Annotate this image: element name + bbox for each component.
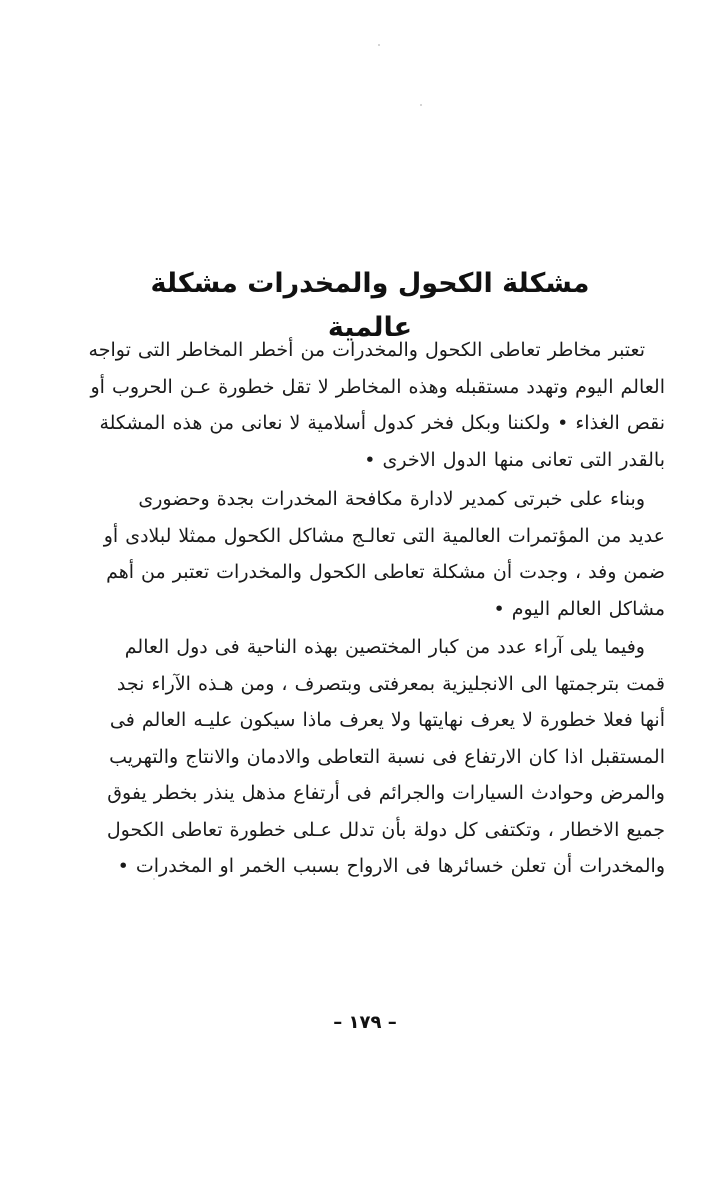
scan-speck [153, 878, 155, 880]
paragraph-2 [103, 481, 665, 627]
page-title: مشكلة الكحول والمخدرات مشكلة عالمية [150, 268, 590, 343]
paragraph-3 [106, 629, 665, 885]
scan-speck [378, 44, 380, 46]
text-line: عديد من المؤتمرات العالمية التى تعالـج مشاكل الكحول ممثلا لبلادى أو [103, 524, 665, 547]
text-line: ضمن وفد ، وجدت أن مشكلة تعاطى الكحول والمخدرات تعتبر من أهم [106, 561, 665, 583]
text-line: وبناء على خبرتى كمدير لادارة مكافحة المخدرات بجدة وحضورى [138, 488, 645, 510]
text-line: وفيما يلى آراء عدد من كبار المختصين بهذه الناحية فى دول العالم [124, 636, 645, 658]
text-line: أنها فعلا خطورة لا يعرف نهايتها ولا يعرف ماذا سيكون عليـه العالم فى [109, 709, 665, 731]
page-number: – ١٧٩ – [333, 1012, 397, 1033]
text-line: نقص الغذاء • ولكننا وبكل فخر كدول أسلامية لا نعانى من هذه المشكلة [99, 412, 665, 434]
text-line: والمرض وحوادث السيارات والجرائم فى أرتفاع مذهل ينذر بخطر يفوق [107, 782, 665, 804]
text-line: مشاكل العالم اليوم • [493, 597, 665, 620]
text-line: بالقدر التى تعانى منها الدول الاخرى • [364, 448, 665, 471]
scan-speck [420, 104, 422, 106]
text-line: تعتبر مخاطر تعاطى الكحول والمخدرات من أخطر المخاطر التى تواجه [88, 339, 645, 361]
text-line: جميع الاخطار ، وتكتفى كل دولة بأن تدلل عـلى خطورة تعاطى الكحول [106, 818, 665, 841]
text-line: العالم اليوم وتهدد مستقبله وهذه المخاطر لا تقل خطورة عـن الحروب أو [90, 375, 665, 398]
text-line: والمخدرات أن تعلن خسائرها فى الارواح بسبب الخمر او المخدرات • [117, 855, 665, 877]
text-line: المستقبل اذا كان الارتفاع فى نسبة التعاطى والادمان والانتاج والتهريب [109, 745, 665, 768]
text-line: قمت بترجمتها الى الانجليزية بمعرفتى وبتصرف ، ومن هـذه الآراء نجد [116, 672, 665, 695]
paragraph-1 [88, 332, 665, 478]
